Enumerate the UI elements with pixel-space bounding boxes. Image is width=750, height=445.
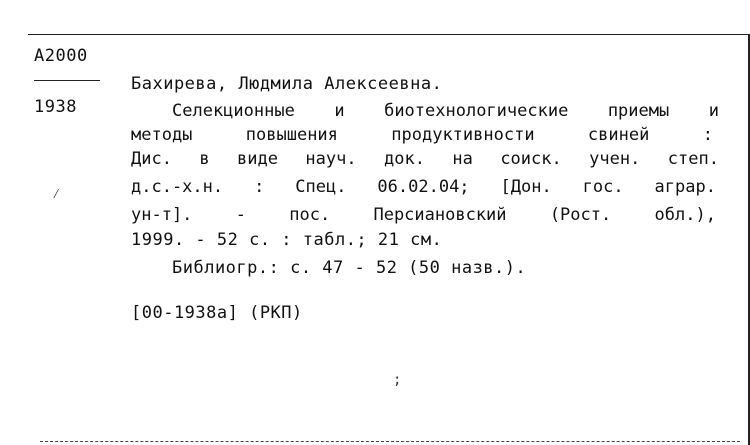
word: (Рост. xyxy=(549,205,612,225)
word: пос. xyxy=(289,205,331,225)
word: учен. xyxy=(589,149,641,169)
word: в xyxy=(199,149,210,169)
word: Спец. xyxy=(295,177,347,197)
word: виде xyxy=(237,149,278,169)
bibliography-note: Библиогр.: с. 47 - 52 (50 назв.). xyxy=(172,258,527,278)
word: приемы xyxy=(607,101,670,121)
word: свиней xyxy=(587,125,650,145)
pencil-mark: ⁄ xyxy=(52,186,61,202)
title-line-4 xyxy=(131,176,716,198)
word: степ. xyxy=(667,149,719,169)
word: и xyxy=(334,101,345,121)
author-heading: Бахирева, Людмила Алексеевна. xyxy=(131,74,443,94)
title-line-5 xyxy=(131,204,716,226)
word: продуктивности xyxy=(391,125,535,145)
physical-description: 1999. - 52 с. : табл.; 21 см. xyxy=(131,230,443,250)
location-code: [00-1938а] (РКП) xyxy=(131,303,303,323)
word: : xyxy=(702,125,713,145)
word: [Дон. xyxy=(500,177,552,197)
word: - xyxy=(235,205,246,225)
word: гос. xyxy=(582,177,624,197)
title-line-2 xyxy=(131,124,713,146)
ink-speck: ; xyxy=(393,372,402,388)
word: : xyxy=(254,177,265,197)
title-line-3 xyxy=(131,148,719,170)
shelfmark-divider xyxy=(34,80,100,81)
word: науч. xyxy=(305,149,357,169)
record-number: 1938 xyxy=(34,97,77,117)
word: док. xyxy=(384,149,425,169)
word: аграр. xyxy=(654,177,716,197)
word: обл.), xyxy=(654,205,716,225)
title-line-1 xyxy=(172,100,719,122)
word: повышения xyxy=(245,125,338,145)
word: биотехнологические xyxy=(384,101,569,121)
word: методы xyxy=(131,125,193,145)
card-bottom-edge xyxy=(40,441,740,442)
word: и xyxy=(708,101,719,121)
word: ун-т]. xyxy=(131,205,193,225)
word: Дис. xyxy=(131,149,172,169)
word: Селекционные xyxy=(172,101,295,121)
word: д.с.-х.н. xyxy=(131,177,224,197)
word: Персиановский xyxy=(373,205,507,225)
word: соиск. xyxy=(500,149,562,169)
word: на xyxy=(452,149,473,169)
card-top-edge xyxy=(28,34,750,35)
word: 06.02.04; xyxy=(377,177,470,197)
shelfmark: A2000 xyxy=(34,46,88,66)
